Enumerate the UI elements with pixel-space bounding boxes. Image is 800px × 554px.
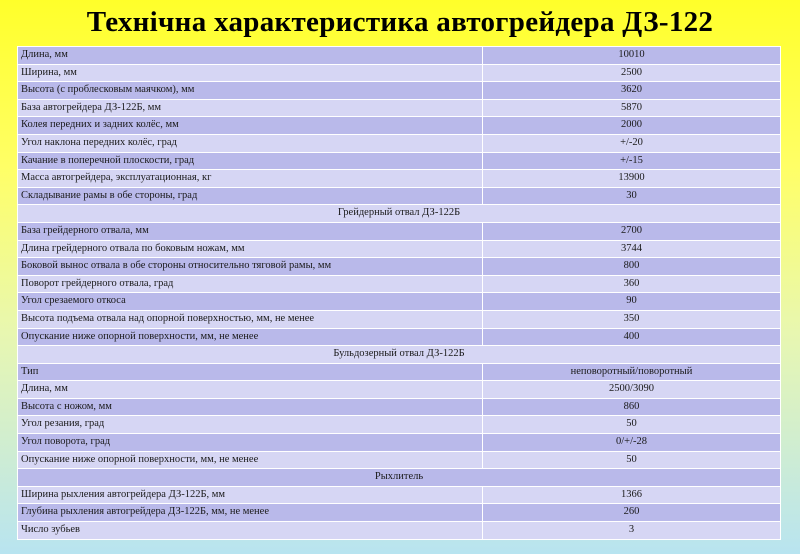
table-row (18, 434, 781, 452)
table-row (18, 310, 781, 328)
param-value: 50 (483, 416, 781, 434)
param-value: 3620 (483, 82, 781, 100)
table-row (18, 275, 781, 293)
param-name: Угол наклона передних колёс, град (18, 134, 483, 152)
param-name: Поворот грейдерного отвала, град (18, 275, 483, 293)
section-header: Грейдерный отвал ДЗ-122Б (18, 205, 781, 223)
param-value: 90 (483, 293, 781, 311)
param-name: Угол срезаемого откоса (18, 293, 483, 311)
param-name: Длина, мм (18, 381, 483, 399)
param-value: 860 (483, 398, 781, 416)
table-row (18, 381, 781, 399)
param-name: Ширина, мм (18, 64, 483, 82)
param-value: 2500/3090 (483, 381, 781, 399)
param-name: Высота с ножом, мм (18, 398, 483, 416)
param-name: База грейдерного отвала, мм (18, 222, 483, 240)
param-value: 3744 (483, 240, 781, 258)
param-name: Опускание ниже опорной поверхности, мм, не менее (18, 328, 483, 346)
param-name: Тип (18, 363, 483, 381)
param-name: Масса автогрейдера, эксплуатационная, кг (18, 170, 483, 188)
param-value: 360 (483, 275, 781, 293)
param-value: 260 (483, 504, 781, 522)
param-value: 1366 (483, 486, 781, 504)
table-row (18, 398, 781, 416)
param-value: 0/+/-28 (483, 434, 781, 452)
page-title: Технічна характеристика автогрейдера ДЗ-122 (86, 6, 714, 38)
section-header: Рыхлитель (18, 469, 781, 487)
param-value: +/-20 (483, 134, 781, 152)
table-row (18, 152, 781, 170)
param-value: 2000 (483, 117, 781, 135)
table-row (18, 504, 781, 522)
param-name: Ширина рыхления автогрейдера ДЗ-122Б, мм (18, 486, 483, 504)
param-name: Высота подъема отвала над опорной поверхностью, мм, не менее (18, 310, 483, 328)
table-row (18, 82, 781, 100)
param-name: Качание в поперечной плоскости, град (18, 152, 483, 170)
table-row (18, 187, 781, 205)
table-row (18, 240, 781, 258)
table-row (18, 47, 781, 65)
param-value: 5870 (483, 99, 781, 117)
table-row (18, 416, 781, 434)
table-row (18, 486, 781, 504)
table-row (18, 363, 781, 381)
param-name: Угол резания, град (18, 416, 483, 434)
param-value: 13900 (483, 170, 781, 188)
section-header-row (18, 205, 781, 223)
table-row (18, 99, 781, 117)
param-value: 10010 (483, 47, 781, 65)
param-value: 3 (483, 522, 781, 540)
spec-table (17, 46, 781, 540)
param-value: 400 (483, 328, 781, 346)
section-header-row (18, 346, 781, 364)
param-name: Угол поворота, град (18, 434, 483, 452)
param-name: База автогрейдера ДЗ-122Б, мм (18, 99, 483, 117)
param-value: 30 (483, 187, 781, 205)
param-name: Высота (с проблесковым маячком), мм (18, 82, 483, 100)
param-name: Складывание рамы в обе стороны, град (18, 187, 483, 205)
param-value: неповоротный/поворотный (483, 363, 781, 381)
param-name: Длина грейдерного отвала по боковым ножам, мм (18, 240, 483, 258)
table-row (18, 64, 781, 82)
table-row (18, 451, 781, 469)
table-row (18, 258, 781, 276)
param-name: Боковой вынос отвала в обе стороны относительно тяговой рамы, мм (18, 258, 483, 276)
section-header-row (18, 469, 781, 487)
table-row (18, 328, 781, 346)
param-name: Колея передних и задних колёс, мм (18, 117, 483, 135)
table-row (18, 222, 781, 240)
param-name: Число зубьев (18, 522, 483, 540)
table-row (18, 522, 781, 540)
param-value: 350 (483, 310, 781, 328)
section-header: Бульдозерный отвал ДЗ-122Б (18, 346, 781, 364)
param-value: 2500 (483, 64, 781, 82)
param-name: Глубина рыхления автогрейдера ДЗ-122Б, мм, не менее (18, 504, 483, 522)
table-row (18, 293, 781, 311)
table-row (18, 117, 781, 135)
param-value: 800 (483, 258, 781, 276)
param-value: +/-15 (483, 152, 781, 170)
param-name: Длина, мм (18, 47, 483, 65)
param-value: 50 (483, 451, 781, 469)
spec-table-body (18, 47, 781, 540)
param-value: 2700 (483, 222, 781, 240)
table-row (18, 170, 781, 188)
table-row (18, 134, 781, 152)
param-name: Опускание ниже опорной поверхности, мм, не менее (18, 451, 483, 469)
